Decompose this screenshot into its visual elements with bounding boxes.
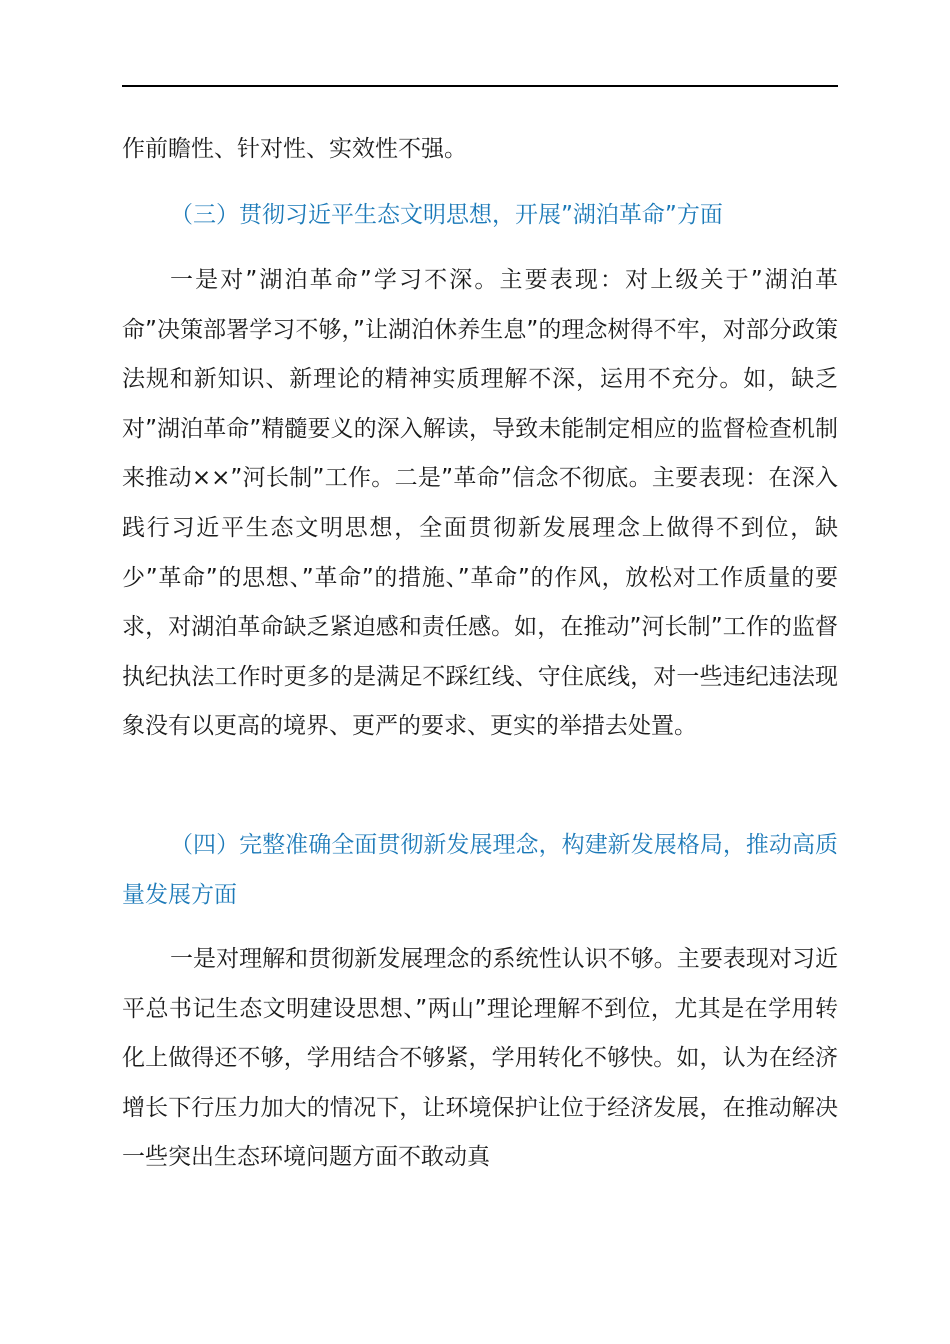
continuation-paragraph: 作前瞻性、针对性、实效性不强。 xyxy=(122,136,467,162)
body-paragraph-new-development: 一是对理解和贯彻新发展理念的系统性认识不够。主要表现对习近平总书记生态文明建设思想、”两山”理论理解不到位，尤其是在学用转化上做得还不够，学用结合不够紧，学用转化不够快。如，认为在经济增长下行压力加大的情况下，让环境保护让位于经济发展，在推动解决一些突出生态环境问题方面不敢动真 xyxy=(122,946,838,1171)
section-heading-4: （四）完整准确全面贯彻新发展理念，构建新发展格局，推动高质量发展方面 xyxy=(122,832,838,908)
header-rule xyxy=(122,85,838,87)
section-heading-3: （三）贯彻习近平生态文明思想，开展”湖泊革命”方面 xyxy=(170,202,723,228)
body-paragraph-lake-revolution: 一是对”湖泊革命”学习不深。主要表现：对上级关于”湖泊革命”决策部署学习不够，”让湖泊休养生息”的理念树得不牢，对部分政策法规和新知识、新理论的精神实质理解不深，运用不充分。如，缺乏对”湖泊革命”精髓要义的深入解读，导致未能制定相应的监督检查机制来推动××”河长制”工作。二是”革命”信念不彻底。主要表现：在深入践行习近平生态文明思想，全面贯彻新发展理念上做得不到位，缺少”革命”的思想、”革命”的措施、”革命”的作风，放松对工作质量的要求，对湖泊革命缺乏紧迫感和责任感。如，在推动”河长制”工作的监督执纪执法工作时更多的是满足不踩红线、守住底线，对一些违纪违法现象没有以更高的境界、更严的要求、更实的举措去处置。 xyxy=(122,267,838,740)
